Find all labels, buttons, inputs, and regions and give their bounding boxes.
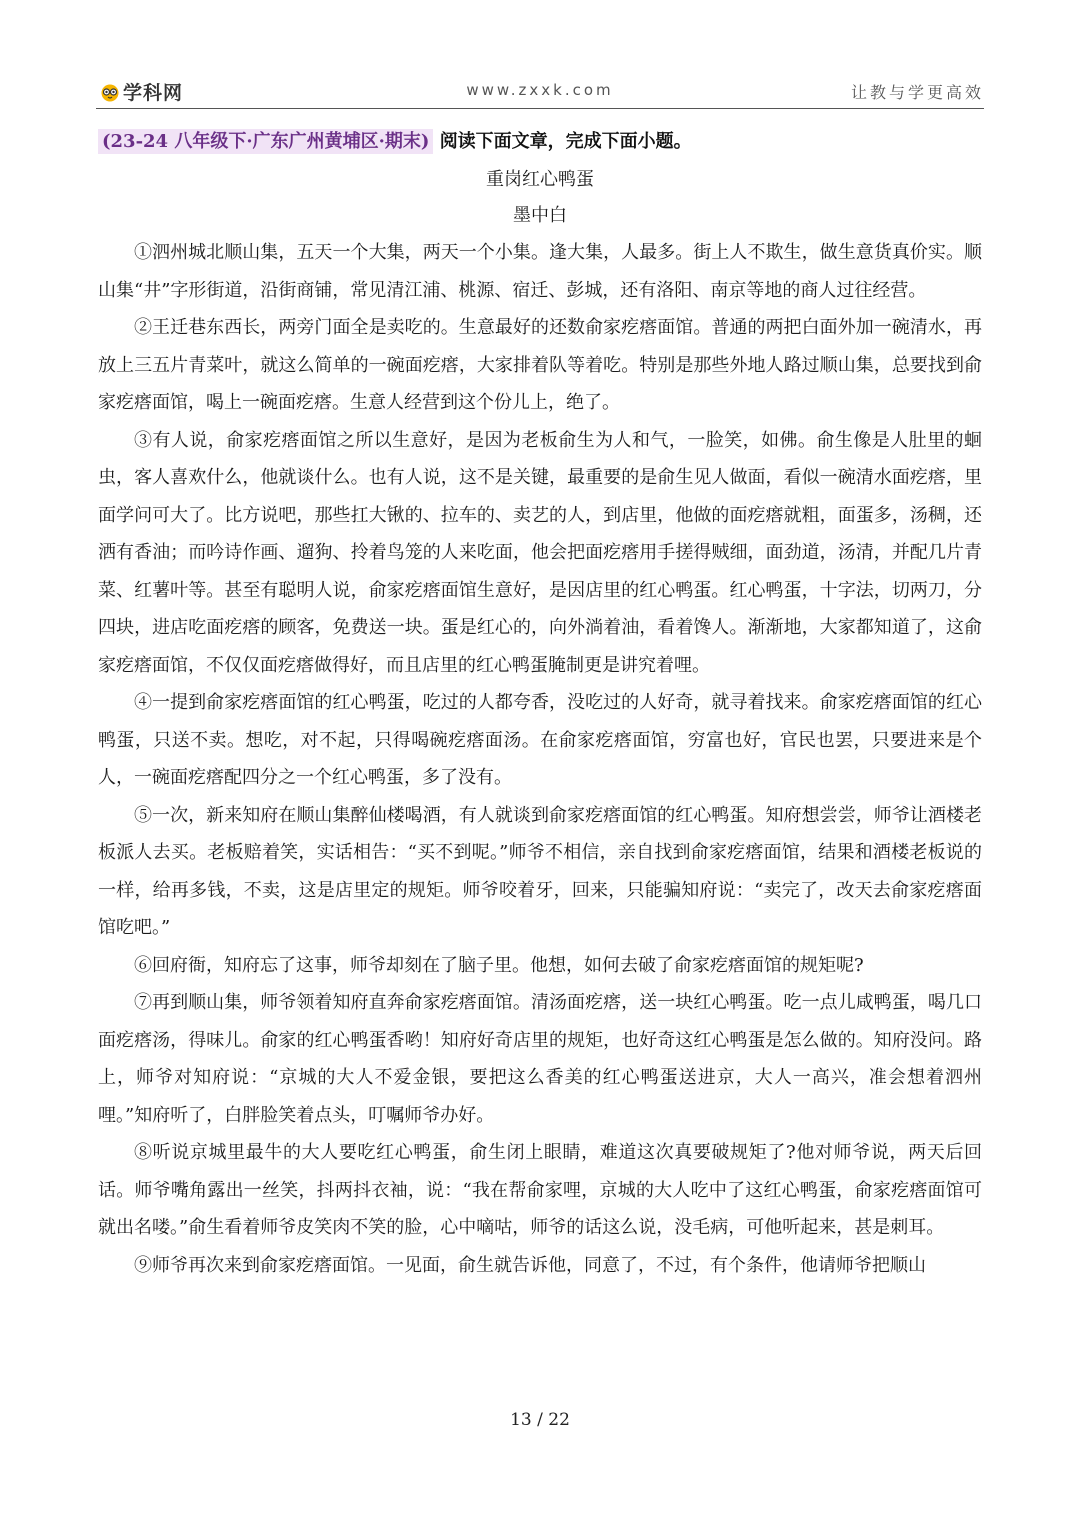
article-title: 重岗红心鸭蛋 (486, 169, 594, 190)
site-url[interactable]: www.zxxk.com (466, 81, 614, 99)
paragraph-1: ①泗州城北顺山集，五天一个大集，两天一个小集。逢大集，人最多。街上人不欺生，做生意货真价实。顺山集“井”字形街道，沿街商铺，常见清江浦、桃源、宿迁、彭城，还有洛阳、南京等地的商人过往经营。 (98, 242, 982, 301)
paragraph-5: ⑤一次，新来知府在顺山集醉仙楼喝酒，有人就谈到俞家疙瘩面馆的红心鸭蛋。知府想尝尝，师爷让酒楼老板派人去买。老板赔着笑，实话相告：“买不到呢。”师爷不相信，亲自找到俞家疙瘩面馆，结果和酒楼老板说的一样，给再多钱，不卖，这是店里定的规矩。师爷咬着牙，回来，只能骗知府说：“卖完了，改天去俞家疙瘩面馆吃吧。” (98, 804, 982, 938)
paragraph-3: ③有人说，俞家疙瘩面馆之所以生意好，是因为老板俞生为人和气，一脸笑，如佛。俞生像是人肚里的蛔虫，客人喜欢什么，他就谈什么。也有人说，这不是关键，最重要的是俞生见人做面，看似一碗清水面疙瘩，里面学问可大了。比方说吧，那些扛大锹的、拉车的、卖艺的人，到店里，他做的面疙瘩就粗，面蛋多，汤稠，还洒有香油；而吟诗作画、遛狗、拎着鸟笼的人来吃面，他会把面疙瘩用手搓得贼细，面劲道，汤清，并配几片青菜、红薯叶等。甚至有聪明人说，俞家疙瘩面馆生意好，是因店里的红心鸭蛋。红心鸭蛋，十字法，切两刀，分四块，进店吃面疙瘩的顾客，免费送一块。蛋是红心的，向外淌着油，看着馋人。渐渐地，大家都知道了，这俞家疙瘩面馆，不仅仅面疙瘩做得好，而且店里的红心鸭蛋腌制更是讲究着哩。 (98, 429, 982, 676)
paragraph-8: ⑧听说京城里最牛的大人要吃红心鸭蛋，俞生闭上眼睛，难道这次真要破规矩了?他对师爷说，两天后回话。师爷嘴角露出一丝笑，抖两抖衣袖，说：“我在帮俞家哩，京城的大人吃中了这红心鸭蛋，俞家疙瘩面馆可就出名喽。”俞生看着师爷皮笑肉不笑的脸，心中嘀咕，师爷的话这么说，没毛病，可他听起来，甚是刺耳。 (98, 1142, 982, 1238)
question-source-line (98, 126, 982, 158)
reading-instruction: 阅读下面文章，完成下面小题。 (439, 131, 692, 152)
site-slogan: 让教与学更高效 (850, 83, 984, 102)
paragraph-9: ⑨师爷再次来到俞家疙瘩面馆。一见面，俞生就告诉他，同意了，不过，有个条件，他请师爷把顺山 (134, 1254, 926, 1276)
paragraph-6: ⑥回府衙，知府忘了这事，师爷却刻在了脑子里。他想，如何去破了俞家疙瘩面馆的规矩呢? (134, 954, 864, 976)
document-body (98, 126, 982, 1284)
paragraph-2: ②王迁巷东西长，两旁门面全是卖吃的。生意最好的还数俞家疙瘩面馆。普通的两把白面外加一碗清水，再放上三五片青菜叶，就这么简单的一碗面疙瘩，大家排着队等着吃。特别是那些外地人路过顺山集，总要找到俞家疙瘩面馆，喝上一碗面疙瘩。生意人经营到这个份儿上，绝了。 (98, 317, 982, 413)
page-number: 13 / 22 (510, 1410, 570, 1430)
page-header (96, 72, 984, 109)
article-author: 墨中白 (513, 205, 567, 226)
paragraph-7: ⑦再到顺山集，师爷领着知府直奔俞家疙瘩面馆。清汤面疙瘩，送一块红心鸭蛋。吃一点儿咸鸭蛋，喝几口面疙瘩汤，得味儿。俞家的红心鸭蛋香哟！知府好奇店里的规矩，也好奇这红心鸭蛋是怎么做的。知府没问。路上，师爷对知府说：“京城的大人不爱金银，要把这么香美的红心鸭蛋送进京，大人一高兴，准会想着泗州哩。”知府听了，白胖脸笑着点头，叮嘱师爷办好。 (98, 992, 982, 1126)
source-tag: (23-24 八年级下·广东广州黄埔区·期末) (98, 129, 433, 154)
paragraph-4: ④一提到俞家疙瘩面馆的红心鸭蛋，吃过的人都夸香，没吃过的人好奇，就寻着找来。俞家疙瘩面馆的红心鸭蛋，只送不卖。想吃，对不起，只得喝碗疙瘩面汤。在俞家疙瘩面馆，穷富也好，官民也罢，只要进来是个人，一碗面疙瘩配四分之一个红心鸭蛋，多了没有。 (98, 692, 982, 788)
logo-text: 学科网 (123, 82, 184, 104)
